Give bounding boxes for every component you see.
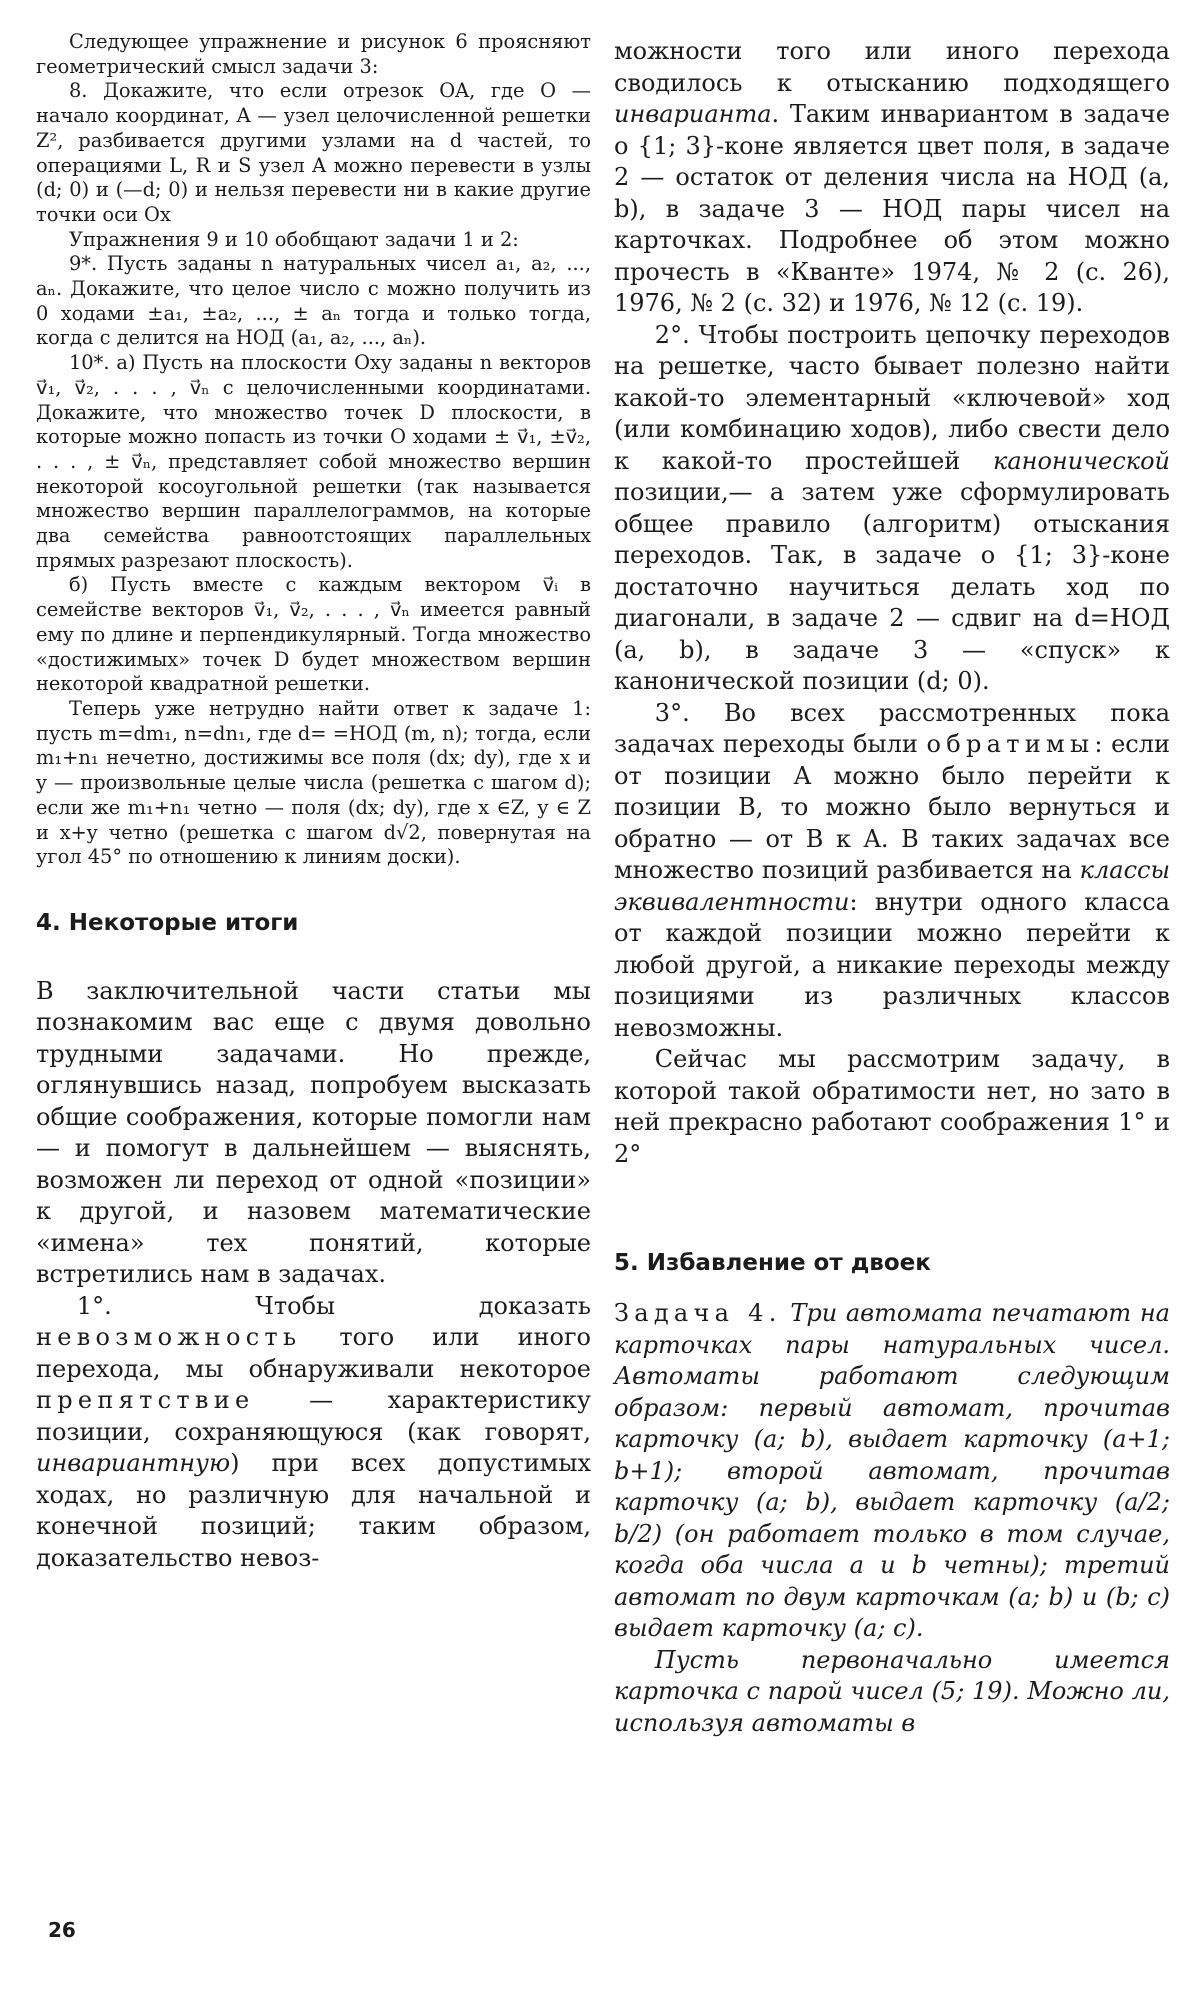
- task-label: Задача 4.: [614, 1299, 782, 1327]
- italic-term: канонической: [993, 446, 1170, 475]
- exercise-10a: 10*. а) Пусть на плоскости Oxy заданы n векторов v⃗₁, v⃗₂, . . . , v⃗ₙ с целочисленными координатами. Докажите, что множество точек D плоскости, в которые можно попасть из точки O ходами ± v⃗₁, ±v⃗₂, . . . , ± v⃗ₙ, представляет собой множество вершин некоторой косоугольной решетки (так называется множество вершин параллелограммов, на которые два семейства равноотстоящих параллельных прямых разрезают плоскость).: [36, 351, 591, 572]
- text-run: : внутри одного класса от каждой позиции можно перейти к любой другой, а никакие переходы между позициями из различных классов невозможны.: [614, 887, 1170, 1042]
- paragraph-point-3: [614, 698, 1170, 1045]
- paragraph-point-1-cont: [614, 36, 1170, 320]
- right-column: [614, 36, 1170, 1739]
- text-run: . Таким инвариантом в задаче о {1; 3}-коне является цвет поля, в задаче 2 — остаток от деления числа на НОД (a, b), в задаче 3 — НОД пары чисел на карточках. Подробнее об этом можно прочесть в «Кванте» 1974, № 2 (с. 26), 1976, № 2 (с. 32) и 1976, № 12 (с. 19).: [614, 100, 1170, 317]
- paragraph-transition: Сейчас мы рассмотрим задачу, в которой такой обратимости нет, но зато в ней прекрасно работают соображения 1° и 2°: [614, 1045, 1170, 1168]
- section-heading-4: 4. Некоторые итоги: [36, 909, 299, 936]
- left-column: [36, 30, 591, 1574]
- exercises-block: [36, 30, 591, 870]
- spaced-emphasis: препятствие: [36, 1386, 255, 1415]
- exercise-10b: б) Пусть вместе с каждым вектором v⃗ᵢ в семействе векторов v⃗₁, v⃗₂, . . . , v⃗ₙ имеется равный ему по длине и перпендикулярный. Тогда множество «достижимых» точек D будет множеством вершин некоторой квадратной решетки.: [36, 573, 591, 696]
- paragraph-generalization: Упражнения 9 и 10 обобщают задачи 1 и 2:: [68, 227, 519, 251]
- paragraph-intro: Следующее упражнение и рисунок 6 проясняют геометрический смысл задачи 3:: [36, 30, 591, 78]
- task-question-text: Пусть первоначально имеется карточка с парой чисел (5; 19). Можно ли, используя автоматы в: [614, 1645, 1170, 1737]
- spaced-emphasis: невозможность: [36, 1323, 302, 1352]
- text-run: — характеристику позиции, сохраняющуюся (как говорят,: [36, 1386, 591, 1446]
- exercise-8: 8. Докажите, что если отрезок OA, где O — начало координат, A — узел целочисленной решетки Z², разбивается другими узлами на d частей, то операциями L, R и S узел A можно перевести в узлы (d; 0) и (—d; 0) и нельзя перевести ни в какие другие точки оси Ox: [36, 79, 591, 226]
- text-run: можности того или иного перехода сводилось к отысканию подходящего: [614, 37, 1170, 97]
- italic-term: инварианта: [614, 100, 772, 128]
- text-run: ) при всех допустимых ходах, но различную для начальной и конечной позиций; таким образом, доказательство невоз-: [36, 1449, 591, 1572]
- task-text: Три автомата печатают на карточках пары натуральных чисел. Автоматы работают следующим образом: первый автомат, прочитав карточку (a; b), выдает карточку (a+1; b+1); второй автомат, прочитав карточку (a; b), выдает карточку (a/2; b/2) (он работает только в том случае, когда оба числа a и b четны); третий автомат по двум карточкам (a; b) и (b; c) выдает карточку (a; c).: [614, 1299, 1170, 1642]
- text-run: 1°. Чтобы доказать: [76, 1291, 591, 1320]
- paragraph-point-2: [614, 320, 1170, 698]
- task-4-block: [614, 1298, 1170, 1739]
- paragraph-answer-task1: Теперь уже нетрудно найти ответ к задаче 1: пусть m=dm₁, n=dn₁, где d= =НОД (m, n); тогда, если m₁+n₁ нечетно, достижимы все поля (dx; dy), где x и y — произвольные целые числа (решетка с шагом d); если же m₁+n₁ четно — поля (dx; dy), где x ∈Z, y ∈ Z и x+y четно (решетка с шагом d√2, повернутая на угол 45° по отношению к линиям доски).: [36, 696, 591, 869]
- italic-term: классы эквивалентности: [614, 856, 1170, 916]
- task-4-statement: [614, 1298, 1170, 1645]
- page-number: 26: [48, 1918, 76, 1942]
- italic-term: инвариантную: [36, 1449, 231, 1478]
- paragraph-summary: В заключительной части статьи мы познакомим вас еще с двумя довольно трудными задачами. Но прежде, оглянувшись назад, попробуем высказать общие соображения, которые помогли нам — и помогут в дальнейшем — выяснять, возможен ли переход от одной «позиции» к другой, и назовем математические «имена» тех понятий, которые встретились нам в задачах.: [36, 976, 591, 1289]
- text-run: позиции,— а затем уже сформулировать общее правило (алгоритм) отыскания переходов. Так, в задаче о {1; 3}-коне достаточно научиться делать ход по диагонали, в задаче 2 — сдвиг на d=НОД (a, b), в задаче 3 — «спуск» к канонической позиции (d; 0).: [614, 478, 1170, 695]
- spaced-emphasis: обратимы: [926, 730, 1095, 758]
- text-run: 3°. Во всех рассмотренных пока задачах переходы были: [614, 698, 1170, 758]
- summary-block: [36, 976, 591, 1575]
- task-4-question: [614, 1645, 1170, 1740]
- paragraph-point-1: [36, 1291, 591, 1575]
- summary-continued-block: [614, 36, 1170, 1170]
- text-run: : если от позиции A можно было перейти к позиции B, то можно было вернуться и обратно — от B к A. В таких задачах все множество позиций разбивается на: [614, 730, 1170, 884]
- text-run: того или иного перехода, мы обнаруживали некоторое: [36, 1323, 591, 1383]
- exercise-9: 9*. Пусть заданы n натуральных чисел a₁, a₂, ..., aₙ. Докажите, что целое число c можно получить из 0 ходами ±a₁, ±a₂, ..., ± aₙ тогда и только тогда, когда c делится на НОД (a₁, a₂, ..., aₙ).: [36, 252, 591, 350]
- text-run: 2°. Чтобы построить цепочку переходов на решетке, часто бывает полезно найти какой-то элементарный «ключевой» ход (или комбинацию ходов), либо свести дело к какой-то простейшей: [614, 320, 1170, 475]
- section-heading-5: 5. Избавление от двоек: [614, 1250, 931, 1276]
